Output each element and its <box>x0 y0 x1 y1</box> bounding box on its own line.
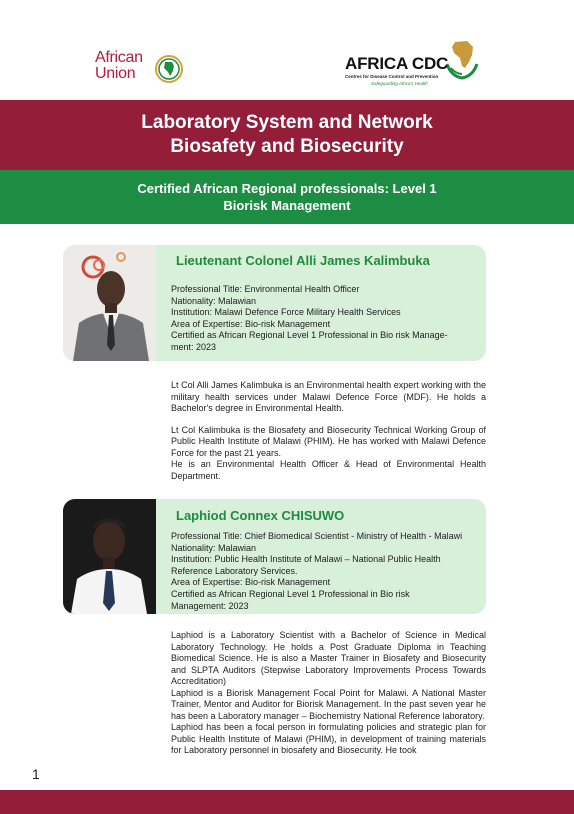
profile-name-1: Lieutenant Colonel Alli James Kalimbuka <box>176 253 430 268</box>
profile-2-nationality: Nationality: Malawian <box>171 542 257 553</box>
profile-2-institution: Institution: Public Health Institute of Malawi – National Public Health <box>171 554 441 565</box>
profile-2-expertise: Area of Expertise: Bio-risk Management <box>171 577 331 588</box>
profile-1-nationality: Nationality: Malawian <box>171 295 257 306</box>
africa-cdc-logo <box>345 38 485 88</box>
page-subtitle-banner <box>0 170 574 224</box>
profile-2-bio-paragraph: Laphiod is a Laboratory Scientist with a Bachelor of Science in Medical Laboratory Technology. He holds a Post Graduate Diploma in Teaching Biomedical Science. He is also a Master Trainer in Biosafety and Biosecurity and SLPTA Auditors (Stepwise Laboratory Improvements Process Towards Accreditation) <box>171 630 486 686</box>
africa-cdc-subtitle: Centres for Disease Control and Prevention <box>345 74 439 79</box>
profile-name-2: Laphiod Connex CHISUWO <box>176 508 345 523</box>
profile-2-certification-cont: Management: 2023 <box>171 600 249 611</box>
au-logo-word-1: African <box>95 49 143 66</box>
profile-2-bio-paragraph: Laphiod is a Biorisk Management Focal Point for Malawi. A National Master Trainer, Mentor and Auditor for Biorisk Management. In the past seven year he has been a Laboratory manager – Biochemistry National Reference laboratory. <box>171 687 486 721</box>
footer-bar <box>0 790 574 814</box>
profile-info-2 <box>171 531 476 612</box>
profile-1-bio-paragraph: Lt Col Alli James Kalimbuka is an Environmental health expert working with the military health services under Malawi Defence Force (MDF). He holds a Bachelor's degree in Environmental Health. <box>171 380 486 413</box>
profile-2-institution-cont: Reference Laboratory Services. <box>171 565 298 576</box>
page-title-banner <box>0 100 574 170</box>
page-title-line-2: Biosafety and Biosecurity <box>170 136 404 157</box>
page-title-line-1: Laboratory System and Network <box>141 112 433 133</box>
profile-card-1 <box>63 245 486 361</box>
profile-2-certification: Certified as African Regional Level 1 Professional in Bio risk <box>171 588 410 599</box>
profile-2-title: Professional Title: Chief Biomedical Scientist - Ministry of Health - Malawi <box>171 531 463 541</box>
africa-cdc-title: AFRICA CDC <box>345 54 449 73</box>
profile-bio-2 <box>171 630 486 757</box>
profile-1-expertise: Area of Expertise: Bio-risk Management <box>171 318 331 329</box>
profile-photo-kalimbuka-image <box>63 245 156 361</box>
profile-2-bio-paragraph: Laphiod has been a focal person in formulating policies and strategic plan for Public Health Institute of Malawi (PHIM), in development of training materials for Laboratory personnel in biosafety and Biosecurity. He took <box>171 722 486 755</box>
african-union-logo <box>95 48 195 88</box>
page-subtitle-line-2: Biorisk Management <box>223 198 351 213</box>
page-subtitle-line-1: Certified African Regional professionals: Level 1 <box>137 181 437 196</box>
profile-photo-1 <box>63 245 156 361</box>
profile-info-1 <box>171 284 476 354</box>
au-logo-text <box>95 50 143 82</box>
africa-cdc-emblem-icon <box>443 38 481 84</box>
au-emblem-icon <box>152 54 186 84</box>
profile-1-institution: Institution: Malawi Defence Force Military Health Services <box>171 307 401 318</box>
profile-1-certification-cont: ment: 2023 <box>171 341 217 352</box>
profile-1-bio-paragraph: Lt Col Kalimbuka is the Biosafety and Biosecurity Technical Working Group of Public Health Institute of Malawi (PHIM). He has worked with Malawi Defence Force for the past 21 years. <box>171 424 486 458</box>
africa-cdc-tagline: Safeguarding Africa's Health <box>371 81 428 86</box>
profile-1-certification: Certified as African Regional Level 1 Professional in Bio risk Manage- <box>171 330 448 341</box>
profile-bio-1 <box>171 380 486 482</box>
profile-1-bio-paragraph: He is an Environmental Health Officer & Head of Environmental Health Department. <box>171 459 486 481</box>
profile-photo-2 <box>63 499 156 614</box>
profile-photo-chisuwo-image <box>63 499 156 614</box>
profile-1-title: Professional Title: Environmental Health Officer <box>171 284 360 294</box>
au-logo-word-2: Union <box>95 65 136 82</box>
page-number: 1 <box>32 766 40 782</box>
profile-card-2 <box>63 499 486 614</box>
